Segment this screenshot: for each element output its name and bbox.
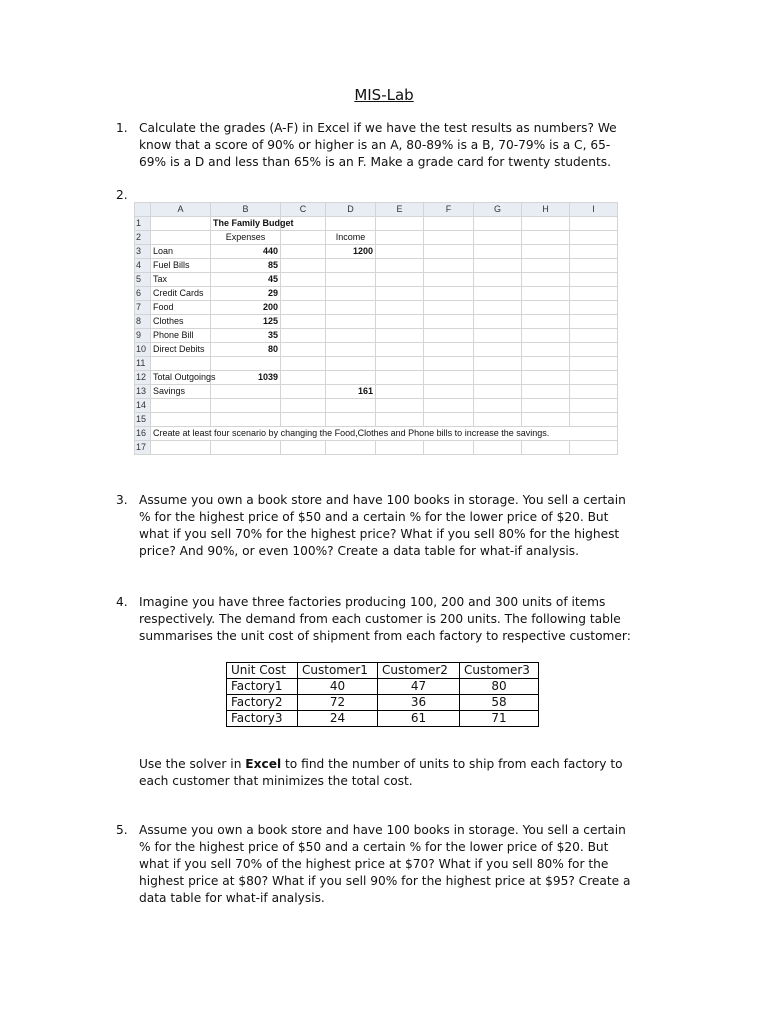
row-header[interactable]: 10 xyxy=(135,343,151,357)
row-header[interactable]: 12 xyxy=(135,371,151,385)
question-number: 3. xyxy=(116,493,128,507)
label-cell[interactable]: Direct Debits xyxy=(151,343,211,357)
sheet-row xyxy=(135,273,618,287)
sheet-row xyxy=(135,315,618,329)
question-text-line: Imagine you have three factories producing 100, 200 and 300 units of items xyxy=(139,595,606,609)
question-text-line: respectively. The demand from each customer is 200 units. The following table xyxy=(139,612,621,626)
question-text-line: price? And 90%, or even 100%? Create a data table for what-if analysis. xyxy=(139,544,580,558)
expenses-header-cell[interactable]: Expenses xyxy=(211,231,281,245)
income-header-cell[interactable]: Income xyxy=(326,231,376,245)
label-cell[interactable]: Loan xyxy=(151,245,211,259)
question-text-line: 69% is a D and less than 65% is an F. Make a grade card for twenty students. xyxy=(139,155,611,169)
column-header[interactable]: A xyxy=(151,203,211,217)
sheet-row xyxy=(135,413,618,427)
followup-pre: Use the solver in xyxy=(139,757,246,771)
cost-row xyxy=(227,679,539,695)
cost-row xyxy=(227,711,539,727)
column-header[interactable]: H xyxy=(522,203,570,217)
row-header[interactable]: 17 xyxy=(135,441,151,455)
cost-value-cell: 72 xyxy=(298,695,378,711)
question-text-line: % for the highest price of $50 and a certain % for the lower price of $20. But xyxy=(139,510,609,524)
column-header[interactable]: E xyxy=(376,203,424,217)
cost-row xyxy=(227,695,539,711)
question-1 xyxy=(116,120,676,171)
sheet-row xyxy=(135,245,618,259)
cost-value-cell: 24 xyxy=(298,711,378,727)
row-header[interactable]: 1 xyxy=(135,217,151,231)
question-text-line: data table for what-if analysis. xyxy=(139,891,325,905)
expense-cell[interactable]: 45 xyxy=(211,273,281,287)
cost-header-cell: Customer2 xyxy=(378,663,460,679)
expense-cell[interactable]: 440 xyxy=(211,245,281,259)
row-header[interactable]: 8 xyxy=(135,315,151,329)
question-text-line: know that a score of 90% or higher is an A, 80-89% is a B, 70-79% is a C, 65- xyxy=(139,138,611,152)
column-header-row xyxy=(135,203,618,217)
cost-value-cell: 47 xyxy=(378,679,460,695)
question-number: 5. xyxy=(116,823,128,837)
question-text-line: what if you sell 70% for the highest price? What if you sell 80% for the highest xyxy=(139,527,620,541)
savings-label-cell[interactable]: Savings xyxy=(151,385,211,399)
followup-line: each customer that minimizes the total cost. xyxy=(139,774,413,788)
question-text-line: Calculate the grades (A-F) in Excel if we have the test results as numbers? We xyxy=(139,121,617,135)
label-cell[interactable]: Food xyxy=(151,301,211,315)
sheet-title-cell[interactable]: The Family Budget xyxy=(211,217,281,231)
cost-header-row xyxy=(227,663,539,679)
sheet-row xyxy=(135,217,618,231)
column-header[interactable]: D xyxy=(326,203,376,217)
sheet-row xyxy=(135,343,618,357)
cost-value-cell: 61 xyxy=(378,711,460,727)
unit-cost-table xyxy=(226,662,539,727)
factory-name-cell: Factory1 xyxy=(227,679,298,695)
sheet-row xyxy=(135,231,618,245)
sheet-row xyxy=(135,385,618,399)
label-cell[interactable]: Tax xyxy=(151,273,211,287)
row-header[interactable]: 7 xyxy=(135,301,151,315)
row-header[interactable]: 15 xyxy=(135,413,151,427)
expense-cell[interactable]: 125 xyxy=(211,315,281,329)
cost-value-cell: 71 xyxy=(460,711,539,727)
question-number: 4. xyxy=(116,595,128,609)
question-text-line: Assume you own a book store and have 100 books in storage. You sell a certain xyxy=(139,493,626,507)
sheet-row xyxy=(135,427,618,441)
cost-value-cell: 36 xyxy=(378,695,460,711)
label-cell[interactable]: Phone Bill xyxy=(151,329,211,343)
row-header[interactable]: 3 xyxy=(135,245,151,259)
question-4 xyxy=(116,594,676,645)
question-4-followup xyxy=(116,756,676,790)
sheet-row xyxy=(135,329,618,343)
sheet-row xyxy=(135,441,618,455)
row-header[interactable]: 6 xyxy=(135,287,151,301)
expense-cell[interactable]: 35 xyxy=(211,329,281,343)
followup-post: to find the number of units to ship from each factory to xyxy=(281,757,623,771)
row-header[interactable]: 5 xyxy=(135,273,151,287)
cost-value-cell: 58 xyxy=(460,695,539,711)
income-cell[interactable]: 1200 xyxy=(326,245,376,259)
savings-value-cell[interactable]: 161 xyxy=(326,385,376,399)
row-header[interactable]: 13 xyxy=(135,385,151,399)
row-header[interactable]: 14 xyxy=(135,399,151,413)
family-budget-spreadsheet xyxy=(134,202,618,455)
note-cell[interactable]: Create at least four scenario by changing the Food,Clothes and Phone bills to increase the savings. xyxy=(151,427,618,441)
row-header[interactable]: 16 xyxy=(135,427,151,441)
row-header[interactable]: 4 xyxy=(135,259,151,273)
question-text-line: what if you sell 70% of the highest price at $70? What if you sell 80% for the xyxy=(139,857,609,871)
sheet-row xyxy=(135,287,618,301)
question-text-line: highest price at $80? What if you sell 90% for the highest price at $95? Create a xyxy=(139,874,631,888)
question-3 xyxy=(116,492,676,560)
sheet-row xyxy=(135,301,618,315)
question-number: 2. xyxy=(116,188,128,202)
question-number: 1. xyxy=(116,121,128,135)
expense-cell[interactable]: 85 xyxy=(211,259,281,273)
column-header[interactable]: C xyxy=(281,203,326,217)
row-header[interactable]: 2 xyxy=(135,231,151,245)
total-value-cell[interactable]: 1039 xyxy=(211,371,281,385)
excel-keyword: Excel xyxy=(245,757,282,771)
sheet-row xyxy=(135,259,618,273)
cost-value-cell: 80 xyxy=(460,679,539,695)
label-cell[interactable]: Credit Cards xyxy=(151,287,211,301)
column-header[interactable]: F xyxy=(424,203,474,217)
question-text-line: summarises the unit cost of shipment from each factory to respective customer: xyxy=(139,629,631,643)
page-title: MIS-Lab xyxy=(354,86,414,104)
factory-name-cell: Factory2 xyxy=(227,695,298,711)
factory-name-cell: Factory3 xyxy=(227,711,298,727)
row-header[interactable]: 9 xyxy=(135,329,151,343)
cost-header-cell: Customer1 xyxy=(298,663,378,679)
column-header[interactable]: B xyxy=(211,203,281,217)
label-cell[interactable]: Clothes xyxy=(151,315,211,329)
label-cell[interactable]: Fuel Bills xyxy=(151,259,211,273)
cost-header-cell: Unit Cost xyxy=(227,663,298,679)
column-header[interactable]: G xyxy=(474,203,522,217)
cost-value-cell: 40 xyxy=(298,679,378,695)
sheet-row xyxy=(135,371,618,385)
column-header[interactable]: I xyxy=(570,203,618,217)
expense-cell[interactable]: 29 xyxy=(211,287,281,301)
row-header[interactable]: 11 xyxy=(135,357,151,371)
cost-header-cell: Customer3 xyxy=(460,663,539,679)
question-text-line: Assume you own a book store and have 100 books in storage. You sell a certain xyxy=(139,823,626,837)
sheet-row xyxy=(135,399,618,413)
total-label-cell[interactable]: Total Outgoings xyxy=(151,371,211,385)
question-text-line: % for the highest price of $50 and a certain % for the lower price of $20. But xyxy=(139,840,609,854)
expense-cell[interactable]: 80 xyxy=(211,343,281,357)
question-5 xyxy=(116,822,676,907)
select-all-corner[interactable] xyxy=(135,203,151,217)
sheet-row xyxy=(135,357,618,371)
expense-cell[interactable]: 200 xyxy=(211,301,281,315)
followup-line xyxy=(139,756,676,773)
